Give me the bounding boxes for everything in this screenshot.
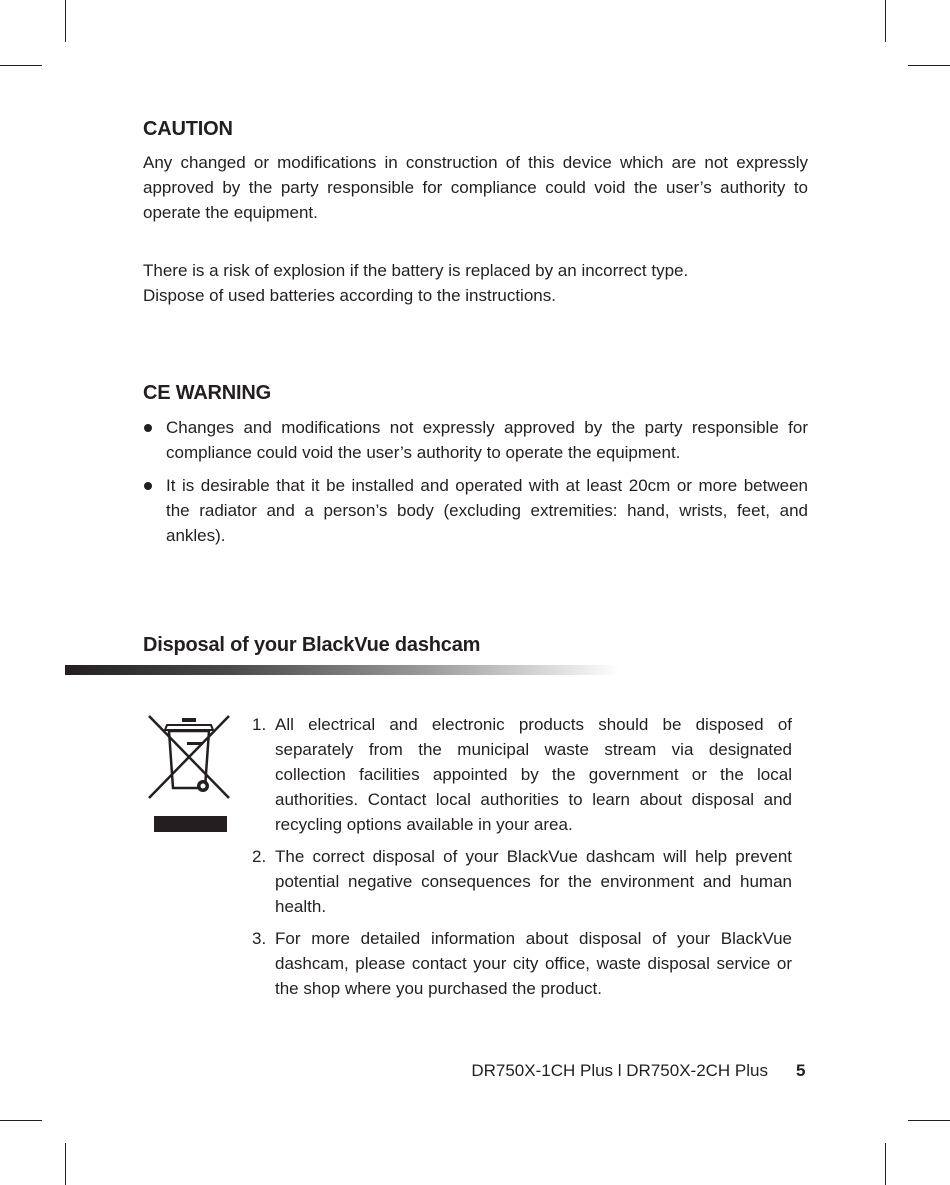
crop-mark: [0, 65, 42, 66]
list-item: [143, 415, 808, 465]
bullet-icon: [144, 424, 152, 432]
list-item-text: It is desirable that it be installed and operated with at least 20cm or more between the radiator and a person’s body (excluding extremities: hand, wrists, feet, and ankles).: [166, 476, 808, 545]
list-item-number: 3.: [252, 929, 267, 948]
disposal-list: [252, 712, 792, 1008]
list-item: [252, 844, 792, 919]
list-item-text: Changes and modifications not expressly approved by the party responsible for compliance could void the user’s authority to operate the equipment.: [166, 418, 808, 462]
footer-model-names: DR750X-1CH Plus l DR750X-2CH Plus: [471, 1061, 768, 1080]
crop-mark: [885, 1143, 886, 1185]
page-number: 5: [796, 1061, 806, 1080]
crop-mark: [65, 1143, 66, 1185]
list-item-text: The correct disposal of your BlackVue dashcam will help prevent potential negative consequences for the environment and human health.: [275, 847, 792, 916]
ce-warning-list: [143, 415, 808, 556]
crop-mark: [908, 65, 950, 66]
crop-mark: [0, 1120, 42, 1121]
list-item-number: 2.: [252, 847, 267, 866]
crop-mark: [885, 0, 886, 42]
battery-warning-line: There is a risk of explosion if the battery is replaced by an incorrect type.: [143, 261, 689, 280]
battery-disposal-line: Dispose of used batteries according to the instructions.: [143, 286, 556, 305]
list-item: [252, 712, 792, 837]
weee-crossed-out-bin-icon: [145, 712, 231, 834]
disposal-heading: Disposal of your BlackVue dashcam: [143, 634, 481, 656]
list-item-text: All electrical and electronic products should be disposed of separately from the municipal waste stream via designated collection facilities appointed by the government or the local authorities. Contact local authorities to learn about disposal and recycling options available in your area.: [275, 715, 792, 834]
battery-warning: [143, 258, 808, 308]
bullet-icon: [144, 482, 152, 490]
caution-heading: CAUTION: [143, 118, 233, 140]
crop-mark: [908, 1120, 950, 1121]
crop-mark: [65, 0, 66, 42]
caution-paragraph: Any changed or modifications in construction of this device which are not expressly approved by the party responsible for compliance could void the user’s authority to operate the equipment.: [143, 153, 808, 222]
ce-warning-heading: CE WARNING: [143, 382, 272, 404]
list-item: [252, 926, 792, 1001]
list-item: [143, 473, 808, 548]
list-item-number: 1.: [252, 715, 267, 734]
section-divider: [65, 665, 620, 675]
list-item-text: For more detailed information about disposal of your BlackVue dashcam, please contact your city office, waste disposal service or the shop where you purchased the product.: [275, 929, 792, 998]
